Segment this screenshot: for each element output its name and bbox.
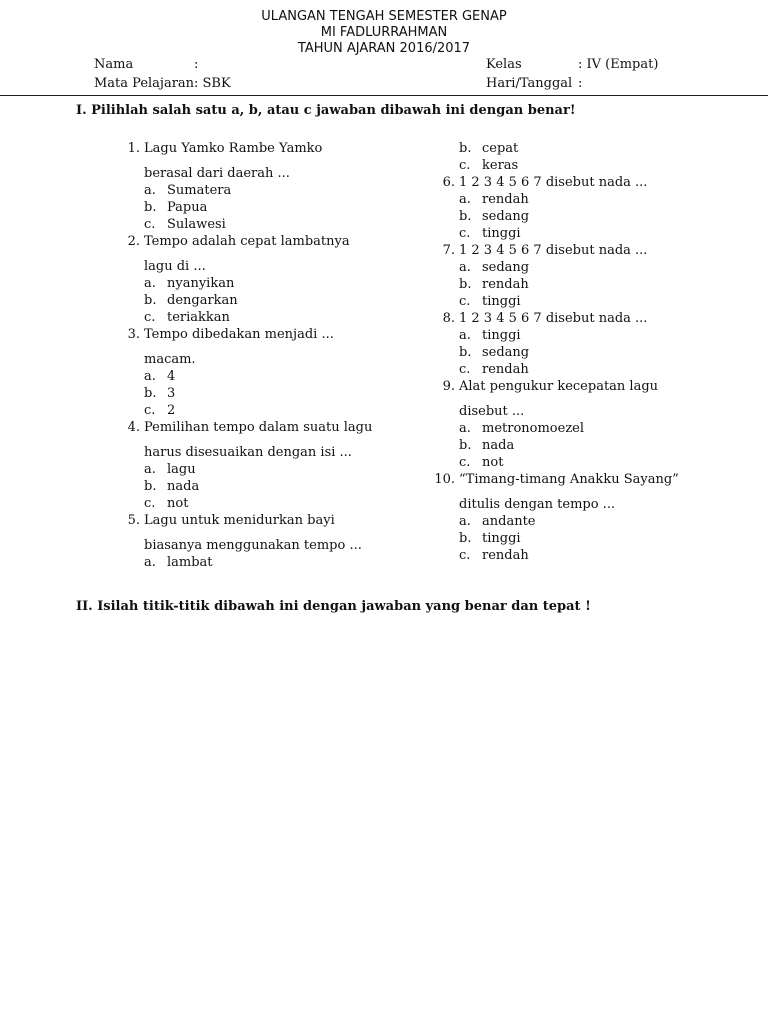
section-1-heading: I. Pilihlah salah satu a, b, atau c jawaban dibawah ini dengan benar!	[76, 103, 576, 118]
option-b: b. Papua	[144, 200, 208, 215]
question-5	[127, 512, 424, 571]
option-b: b. dengarkan	[144, 293, 238, 308]
question-text: 1 2 3 4 5 6 7 disebut nada ...	[459, 243, 648, 258]
header-divider	[0, 95, 768, 96]
question-number: 2.	[127, 234, 140, 249]
option-b: b. rendah	[459, 277, 529, 292]
option-b: b. nada	[144, 479, 200, 494]
question-text-cont: macam.	[144, 352, 196, 367]
question-5-continued	[459, 140, 739, 174]
question-number: 6.	[442, 175, 455, 190]
option-c: c. tinggi	[459, 226, 521, 241]
question-text: Alat pengukur kecepatan lagu	[459, 379, 659, 394]
question-text: Lagu untuk menidurkan bayi	[144, 513, 335, 528]
question-text: Tempo adalah cepat lambatnya	[144, 234, 350, 249]
option-b: b. sedang	[459, 209, 530, 224]
option-a: a. sedang	[459, 260, 530, 275]
question-number: 7.	[442, 243, 455, 258]
questions-right-column	[434, 140, 739, 564]
option-a: a. lagu	[144, 462, 196, 477]
question-text-cont: disebut ...	[459, 404, 525, 419]
question-text: Lagu Yamko Rambe Yamko	[144, 141, 323, 156]
question-number: 3.	[127, 327, 140, 342]
question-2	[127, 233, 424, 326]
option-a: a. nyanyikan	[144, 276, 235, 291]
question-text: “Timang-timang Anakku Sayang”	[459, 472, 679, 487]
question-number: 9.	[442, 379, 455, 394]
option-a: a. andante	[459, 514, 536, 529]
option-c: c. 2	[144, 403, 176, 418]
nama-label: Nama	[94, 57, 134, 72]
question-text-cont: biasanya menggunakan tempo ...	[144, 538, 362, 553]
question-number: 10.	[434, 472, 455, 487]
option-c: c. tinggi	[459, 294, 521, 309]
option-b: b. cepat	[459, 141, 519, 156]
option-c: c. teriakkan	[144, 310, 230, 325]
question-number: 8.	[442, 311, 455, 326]
question-text: Tempo dibedakan menjadi ...	[144, 327, 334, 342]
question-number: 4.	[127, 420, 140, 435]
option-c: c. not	[459, 455, 504, 470]
mapel-label: Mata Pelajaran	[94, 76, 195, 91]
mapel-value: : SBK	[194, 76, 231, 91]
nama-colon: :	[194, 57, 199, 72]
question-3	[127, 326, 424, 419]
option-a: a. Sumatera	[144, 183, 232, 198]
question-text-cont: berasal dari daerah ...	[144, 166, 290, 181]
question-10	[434, 471, 739, 564]
question-number: 1.	[127, 141, 140, 156]
option-b: b. tinggi	[459, 531, 521, 546]
option-a: a. 4	[144, 369, 176, 384]
meta-row-2	[0, 76, 768, 92]
option-a: a. rendah	[459, 192, 529, 207]
question-text: 1 2 3 4 5 6 7 disebut nada ...	[459, 311, 648, 326]
question-1	[127, 140, 424, 233]
exam-header	[0, 9, 768, 57]
question-4	[127, 419, 424, 512]
option-b: b. 3	[144, 386, 176, 401]
kelas-value: : IV (Empat)	[578, 57, 659, 72]
hari-label: Hari/Tanggal	[486, 76, 573, 91]
section-2-heading: II. Isilah titik-titik dibawah ini dengan jawaban yang benar dan tepat !	[76, 599, 591, 614]
academic-year: TAHUN AJARAN 2016/2017	[297, 41, 471, 56]
option-c: c. rendah	[459, 362, 529, 377]
question-9	[442, 378, 739, 471]
option-a: a. lambat	[144, 555, 213, 570]
question-7	[442, 242, 739, 310]
hari-colon: :	[578, 76, 583, 91]
kelas-label: Kelas	[486, 57, 522, 72]
option-a: a. tinggi	[459, 328, 521, 343]
question-text: 1 2 3 4 5 6 7 disebut nada ...	[459, 175, 648, 190]
question-6	[442, 174, 739, 242]
questions-left-column	[127, 140, 424, 571]
question-number: 5.	[127, 513, 140, 528]
question-8	[442, 310, 739, 378]
option-c: c. keras	[459, 158, 519, 173]
meta-row-1	[0, 57, 768, 73]
option-c: c. rendah	[459, 548, 529, 563]
option-c: c. Sulawesi	[144, 217, 226, 232]
option-c: c. not	[144, 496, 189, 511]
option-b: b. nada	[459, 438, 515, 453]
question-text-cont: lagu di ...	[144, 259, 206, 274]
question-text-cont: harus disesuaikan dengan isi ...	[144, 445, 352, 460]
option-b: b. sedang	[459, 345, 530, 360]
school-name: MI FADLURRAHMAN	[320, 25, 448, 40]
option-a: a. metronomoezel	[459, 421, 585, 436]
exam-title: ULANGAN TENGAH SEMESTER GENAP	[261, 9, 507, 24]
question-text-cont: ditulis dengan tempo ...	[459, 497, 616, 512]
question-text: Pemilihan tempo dalam suatu lagu	[144, 420, 373, 435]
